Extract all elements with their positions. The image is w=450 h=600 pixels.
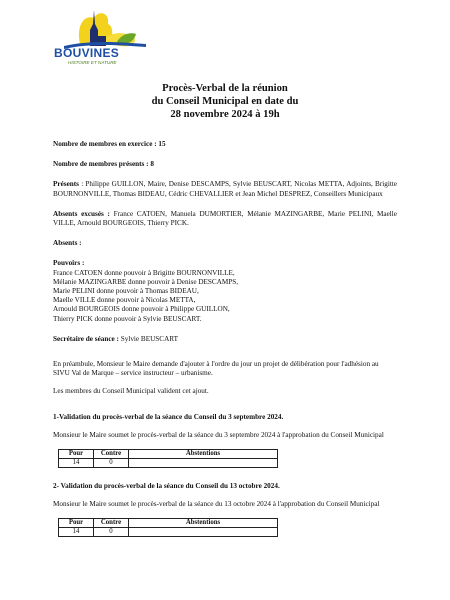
section-text: Monsieur le Maire soumet le procès-verbal de la séance du 3 septembre 2024 à l'approbation du Conseil Municipal	[53, 430, 384, 439]
logo-tagline: HISTOIRE ET NATURE	[68, 60, 117, 65]
section-heading: 1-Validation du procès-verbal de la séance du Conseil du 3 septembre 2024.	[53, 412, 284, 421]
pouvoirs-label: Pouvoirs :	[53, 259, 85, 268]
vote-value-row	[59, 459, 278, 468]
vote-value-contre: 0	[94, 528, 129, 537]
vote-header-row	[59, 519, 278, 528]
secretaire-text: Sylvie BEUSCART	[118, 334, 179, 343]
excuses-label: Absents excusés :	[53, 209, 110, 218]
pouvoir-line: Mélanie MAZINGARBE donne pouvoir à Denise DESCAMPS,	[53, 277, 239, 286]
title-line-2: du Conseil Municipal en date du	[151, 96, 299, 107]
pouvoir-line: Arnould BOURGEOIS donne pouvoir à Philippe GUILLON,	[53, 305, 230, 314]
excuses-paragraph	[53, 210, 397, 228]
logo-emblem-icon	[50, 4, 154, 50]
vote-value-abstentions	[129, 528, 278, 537]
vote-value-pour: 14	[59, 459, 94, 468]
presents-paragraph	[53, 180, 397, 198]
section-text: Monsieur le Maire soumet le procès-verbal de la séance du 13 octobre 2024 à l'approbation du Conseil Municipal	[53, 500, 380, 509]
vote-header-row	[59, 450, 278, 459]
section-heading: 2- Validation du procès-verbal de la séance du Conseil du 13 octobre 2024.	[53, 482, 280, 491]
municipal-logo	[50, 4, 154, 72]
vote-header-contre: Contre	[94, 519, 129, 528]
document-body	[53, 140, 397, 537]
membres-presents: Nombre de membres présents : 8	[53, 160, 154, 169]
vote-value-row	[59, 528, 278, 537]
membres-exercice: Nombre de membres en exercice : 15	[53, 140, 166, 148]
vote-value-pour: 14	[59, 528, 94, 537]
vote-header-pour: Pour	[59, 519, 94, 528]
pouvoirs-list	[53, 269, 397, 324]
vote-header-abstentions: Abstentions	[129, 450, 278, 459]
pouvoir-line: France CATOEN donne pouvoir à Brigitte BOURNONVILLE,	[53, 268, 235, 277]
secretaire-label: Secrétaire de séance :	[53, 334, 119, 343]
absents-label: Absents :	[53, 239, 82, 248]
valident-paragraph: Les membres du Conseil Municipal valident cet ajout.	[53, 387, 209, 396]
vote-header-contre: Contre	[94, 450, 129, 459]
vote-header-abstentions: Abstentions	[129, 519, 278, 528]
vote-table	[58, 449, 278, 468]
logo-wordmark: BOUVINES	[54, 46, 120, 60]
title-line-3: 28 novembre 2024 à 19h	[170, 109, 280, 120]
vote-value-contre: 0	[94, 459, 129, 468]
presents-label: Présents	[53, 180, 79, 189]
preambule-paragraph: En préambule, Monsieur le Maire demande d'ajouter à l'ordre du jour un projet de délibération pour l'adhésion au SIVU Val de Marque – service instructeur – urbanisme.	[53, 360, 379, 378]
pouvoir-line: Maelle VILLE donne pouvoir à Nicolas METTA,	[53, 296, 196, 305]
title-line-1: Procès-Verbal de la réunion	[162, 83, 288, 94]
vote-header-pour: Pour	[59, 450, 94, 459]
document-title	[0, 82, 450, 121]
presents-text: : Philippe GUILLON, Maire, Denise DESCAMPS, Sylvie BEUSCART, Nicolas METTA, Adjoints, Brigitte BOURNONVILLE, Thomas BIDEAU, Cédric CHEVALLIER et Jean Michel DESPREZ, Conseillers Municipaux	[53, 180, 397, 198]
pouvoir-line: Thierry PICK donne pouvoir à Sylvie BEUSCART.	[53, 314, 202, 323]
vote-value-abstentions	[129, 459, 278, 468]
vote-table	[58, 518, 278, 537]
secretaire-paragraph	[53, 335, 397, 344]
pouvoir-line: Marie PELINI donne pouvoir à Thomas BIDEAU,	[53, 287, 199, 296]
excuses-text: France CATOEN, Manuela DUMORTIER, Mélanie MAZINGARBE, Marie PELINI, Maelle VILLE, Arnould BOURGEOIS, Thierry PICK.	[53, 209, 397, 228]
